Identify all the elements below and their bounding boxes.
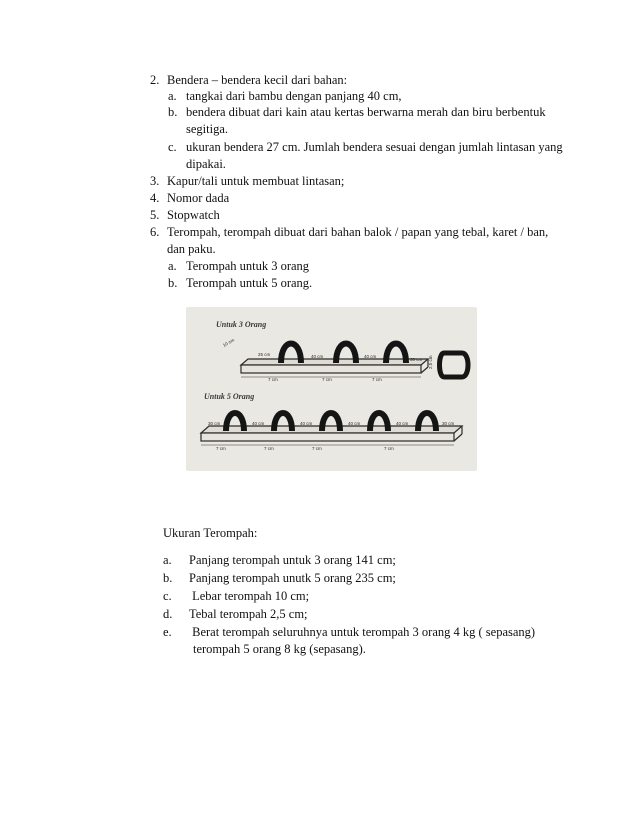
dim-label: 7 cm — [268, 377, 278, 382]
size-marker: b. — [163, 571, 173, 585]
dim-label: 40 cm — [348, 421, 361, 426]
list-item-3 — [150, 173, 344, 190]
dim-label: 40 cm — [300, 421, 313, 426]
list-item-6 — [150, 224, 548, 241]
dim-label: 30 cm — [208, 421, 221, 426]
list-item-2 — [150, 72, 347, 89]
size-marker: d. — [163, 607, 173, 621]
list-item-4 — [150, 190, 229, 207]
size-item-e — [163, 624, 535, 641]
sub-text: Terompah untuk 5 orang. — [186, 276, 313, 290]
sub-marker: c. — [168, 140, 177, 154]
dim-label: 7 cm — [264, 446, 274, 451]
sub-text: Terompah untuk 3 orang — [186, 259, 310, 273]
dim-label: 30 cm — [410, 357, 423, 362]
size-item-a — [163, 552, 396, 569]
dim-label: 25 cm — [258, 352, 271, 357]
sub-item-2c — [168, 139, 563, 156]
size-text: Panjang terompah unutk 5 orang 235 cm; — [189, 571, 396, 585]
sub-item-2b — [168, 104, 546, 121]
dim-label: 40 cm — [311, 354, 324, 359]
size-text: Berat terompah seluruhnya untuk terompah 3 orang 4 kg ( sepasang) — [189, 625, 536, 639]
terompah-5-orang — [201, 413, 462, 451]
sub-text: ukuran bendera 27 cm. Jumlah bendera sesuai dengan jumlah lintasan yang — [186, 140, 563, 154]
sub-marker: b. — [168, 105, 178, 119]
sub-text: tangkai dari bambu dengan panjang 40 cm, — [186, 89, 402, 103]
dim-label: 7 cm — [322, 377, 332, 382]
sub-item-2c-continuation: dipakai. — [186, 157, 226, 171]
list-item-5 — [150, 207, 220, 224]
figure-label-top: Untuk 3 Orang — [216, 320, 267, 329]
list-item-6-continuation: dan paku. — [167, 242, 216, 256]
size-marker: a. — [163, 553, 172, 567]
dim-label: 7 cm — [312, 446, 322, 451]
dim-label: 40 cm — [396, 421, 409, 426]
size-item-d — [163, 606, 308, 623]
list-text: Kapur/tali untuk membuat lintasan; — [167, 174, 345, 188]
list-number: 6. — [150, 225, 160, 239]
sub-item-2a — [168, 88, 402, 105]
size-item-c — [163, 588, 309, 605]
dim-label: 7 cm — [384, 446, 394, 451]
dim-label: 40 cm — [252, 421, 265, 426]
list-text: Bendera – bendera kecil dari bahan: — [167, 73, 348, 87]
dim-label: 2,5 cm — [428, 355, 433, 369]
sub-text: bendera dibuat dari kain atau kertas berwarna merah dan biru berbentuk — [186, 105, 546, 119]
dim-label: 7 cm — [216, 446, 226, 451]
list-number: 5. — [150, 208, 160, 222]
sub-marker: a. — [168, 89, 177, 103]
terompah-figure — [186, 307, 477, 471]
list-text: Nomor dada — [167, 191, 230, 205]
list-text: Stopwatch — [167, 208, 220, 222]
list-number: 2. — [150, 73, 160, 87]
size-item-e-continuation: terompah 5 orang 8 kg (sepasang). — [193, 642, 366, 656]
dim-label: 10 cm — [222, 337, 236, 348]
sub-item-2b-continuation: segitiga. — [186, 122, 229, 136]
size-text: Panjang terompah untuk 3 orang 141 cm; — [189, 553, 396, 567]
dim-label: 30 cm — [442, 421, 455, 426]
size-marker: c. — [163, 589, 172, 603]
size-item-b — [163, 570, 396, 587]
sub-marker: b. — [168, 276, 178, 290]
list-number: 4. — [150, 191, 160, 205]
terompah-drawing — [186, 307, 477, 471]
size-text: Tebal terompah 2,5 cm; — [189, 607, 308, 621]
list-number: 3. — [150, 174, 160, 188]
sub-marker: a. — [168, 259, 177, 273]
sizes-title: Ukuran Terompah: — [163, 526, 258, 540]
size-marker: e. — [163, 625, 172, 639]
dim-label: 40 cm — [364, 354, 377, 359]
sub-item-6a — [168, 258, 309, 275]
sub-item-6b — [168, 275, 312, 292]
dim-label: 7 cm — [372, 377, 382, 382]
list-text: Terompah, terompah dibuat dari bahan balok / papan yang tebal, karet / ban, — [167, 225, 549, 239]
size-text: Lebar terompah 10 cm; — [189, 589, 310, 603]
terompah-3-orang — [222, 337, 468, 382]
figure-label-bottom: Untuk 5 Orang — [204, 392, 255, 401]
